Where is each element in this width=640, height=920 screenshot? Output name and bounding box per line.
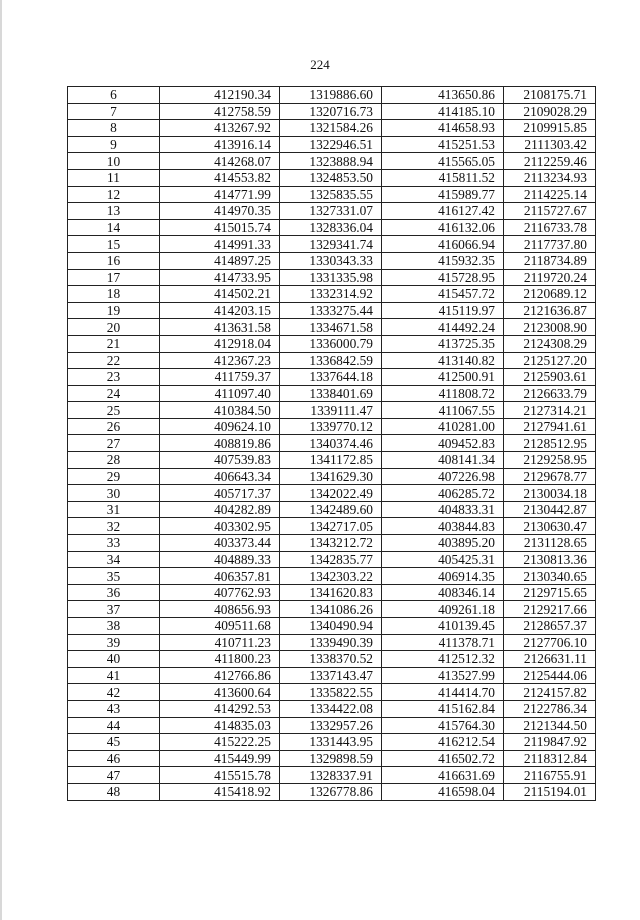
x-coordinate-cell: 413600.64: [160, 684, 280, 701]
point-number-cell: 36: [68, 584, 160, 601]
table-row: [68, 634, 596, 651]
point-number-cell: 19: [68, 302, 160, 319]
x2-coordinate-cell: 411378.71: [382, 634, 504, 651]
x-coordinate-cell: 413631.58: [160, 319, 280, 336]
table-row: [68, 667, 596, 684]
y-coordinate-cell: 1341172.85: [280, 452, 382, 469]
table-row: [68, 203, 596, 220]
y-coordinate-cell: 1339770.12: [280, 418, 382, 435]
y2-coordinate-cell: 2124308.29: [504, 335, 596, 352]
table-row: [68, 684, 596, 701]
y-coordinate-cell: 1338370.52: [280, 651, 382, 668]
x2-coordinate-cell: 412512.32: [382, 651, 504, 668]
x2-coordinate-cell: 415119.97: [382, 302, 504, 319]
y-coordinate-cell: 1342022.49: [280, 485, 382, 502]
y2-coordinate-cell: 2121636.87: [504, 302, 596, 319]
y2-coordinate-cell: 2127314.21: [504, 402, 596, 419]
y2-coordinate-cell: 2117737.80: [504, 236, 596, 253]
x-coordinate-cell: 414771.99: [160, 186, 280, 203]
point-number-cell: 6: [68, 87, 160, 104]
x2-coordinate-cell: 415989.77: [382, 186, 504, 203]
y-coordinate-cell: 1321584.26: [280, 120, 382, 137]
point-number-cell: 34: [68, 551, 160, 568]
x2-coordinate-cell: 416127.42: [382, 203, 504, 220]
point-number-cell: 27: [68, 435, 160, 452]
point-number-cell: 44: [68, 717, 160, 734]
x-coordinate-cell: 409511.68: [160, 618, 280, 635]
y-coordinate-cell: 1319886.60: [280, 87, 382, 104]
point-number-cell: 47: [68, 767, 160, 784]
y2-coordinate-cell: 2130034.18: [504, 485, 596, 502]
y2-coordinate-cell: 2127941.61: [504, 418, 596, 435]
x-coordinate-cell: 404889.33: [160, 551, 280, 568]
x2-coordinate-cell: 415251.53: [382, 136, 504, 153]
table-row: [68, 551, 596, 568]
table-row: [68, 501, 596, 518]
y2-coordinate-cell: 2108175.71: [504, 87, 596, 104]
x-coordinate-cell: 411097.40: [160, 385, 280, 402]
x2-coordinate-cell: 416132.06: [382, 219, 504, 236]
y-coordinate-cell: 1342303.22: [280, 568, 382, 585]
point-number-cell: 48: [68, 783, 160, 800]
x-coordinate-cell: 411759.37: [160, 369, 280, 386]
coordinates-table-body: [68, 87, 596, 801]
y2-coordinate-cell: 2116733.78: [504, 219, 596, 236]
table-row: [68, 485, 596, 502]
x2-coordinate-cell: 416502.72: [382, 750, 504, 767]
x-coordinate-cell: 413267.92: [160, 120, 280, 137]
x2-coordinate-cell: 410139.45: [382, 618, 504, 635]
page-number: 224: [310, 57, 330, 72]
x2-coordinate-cell: 415764.30: [382, 717, 504, 734]
x2-coordinate-cell: 412500.91: [382, 369, 504, 386]
point-number-cell: 22: [68, 352, 160, 369]
x-coordinate-cell: 406357.81: [160, 568, 280, 585]
table-row: [68, 700, 596, 717]
point-number-cell: 41: [68, 667, 160, 684]
x2-coordinate-cell: 415457.72: [382, 286, 504, 303]
x-coordinate-cell: 407539.83: [160, 452, 280, 469]
y2-coordinate-cell: 2122786.34: [504, 700, 596, 717]
table-row: [68, 385, 596, 402]
table-row: [68, 136, 596, 153]
y2-coordinate-cell: 2130340.65: [504, 568, 596, 585]
table-row: [68, 767, 596, 784]
y-coordinate-cell: 1341620.83: [280, 584, 382, 601]
page-left-edge: [0, 0, 2, 920]
x-coordinate-cell: 407762.93: [160, 584, 280, 601]
y2-coordinate-cell: 2112259.46: [504, 153, 596, 170]
point-number-cell: 13: [68, 203, 160, 220]
table-row: [68, 153, 596, 170]
table-row: [68, 120, 596, 137]
table-row: [68, 435, 596, 452]
x-coordinate-cell: 412766.86: [160, 667, 280, 684]
point-number-cell: 9: [68, 136, 160, 153]
y-coordinate-cell: 1328336.04: [280, 219, 382, 236]
y2-coordinate-cell: 2125127.20: [504, 352, 596, 369]
point-number-cell: 7: [68, 103, 160, 120]
x-coordinate-cell: 414502.21: [160, 286, 280, 303]
x2-coordinate-cell: 404833.31: [382, 501, 504, 518]
point-number-cell: 38: [68, 618, 160, 635]
y2-coordinate-cell: 2130813.36: [504, 551, 596, 568]
x2-coordinate-cell: 405425.31: [382, 551, 504, 568]
point-number-cell: 18: [68, 286, 160, 303]
y-coordinate-cell: 1326778.86: [280, 783, 382, 800]
point-number-cell: 33: [68, 535, 160, 552]
y2-coordinate-cell: 2126633.79: [504, 385, 596, 402]
point-number-cell: 42: [68, 684, 160, 701]
x2-coordinate-cell: 414414.70: [382, 684, 504, 701]
y2-coordinate-cell: 2129217.66: [504, 601, 596, 618]
table-row: [68, 286, 596, 303]
y2-coordinate-cell: 2116755.91: [504, 767, 596, 784]
y-coordinate-cell: 1334422.08: [280, 700, 382, 717]
y-coordinate-cell: 1337644.18: [280, 369, 382, 386]
point-number-cell: 20: [68, 319, 160, 336]
y-coordinate-cell: 1322946.51: [280, 136, 382, 153]
point-number-cell: 8: [68, 120, 160, 137]
y2-coordinate-cell: 2118734.89: [504, 252, 596, 269]
y2-coordinate-cell: 2127706.10: [504, 634, 596, 651]
x-coordinate-cell: 403302.95: [160, 518, 280, 535]
x-coordinate-cell: 408656.93: [160, 601, 280, 618]
point-number-cell: 46: [68, 750, 160, 767]
table-row: [68, 302, 596, 319]
x-coordinate-cell: 414897.25: [160, 252, 280, 269]
x-coordinate-cell: 413916.14: [160, 136, 280, 153]
y-coordinate-cell: 1341086.26: [280, 601, 382, 618]
x2-coordinate-cell: 403844.83: [382, 518, 504, 535]
y2-coordinate-cell: 2113234.93: [504, 169, 596, 186]
y-coordinate-cell: 1340490.94: [280, 618, 382, 635]
y-coordinate-cell: 1324853.50: [280, 169, 382, 186]
y-coordinate-cell: 1332957.26: [280, 717, 382, 734]
table-row: [68, 584, 596, 601]
table-row: [68, 252, 596, 269]
y-coordinate-cell: 1338401.69: [280, 385, 382, 402]
x2-coordinate-cell: 413725.35: [382, 335, 504, 352]
y2-coordinate-cell: 2111303.42: [504, 136, 596, 153]
x-coordinate-cell: 415449.99: [160, 750, 280, 767]
table-row: [68, 618, 596, 635]
y-coordinate-cell: 1323888.94: [280, 153, 382, 170]
y-coordinate-cell: 1335822.55: [280, 684, 382, 701]
y-coordinate-cell: 1336000.79: [280, 335, 382, 352]
table-row: [68, 369, 596, 386]
x2-coordinate-cell: 415728.95: [382, 269, 504, 286]
point-number-cell: 31: [68, 501, 160, 518]
y2-coordinate-cell: 2123008.90: [504, 319, 596, 336]
x-coordinate-cell: 412190.34: [160, 87, 280, 104]
x2-coordinate-cell: 416631.69: [382, 767, 504, 784]
point-number-cell: 37: [68, 601, 160, 618]
x2-coordinate-cell: 411808.72: [382, 385, 504, 402]
point-number-cell: 10: [68, 153, 160, 170]
x-coordinate-cell: 414835.03: [160, 717, 280, 734]
table-row: [68, 651, 596, 668]
table-row: [68, 601, 596, 618]
x-coordinate-cell: 412918.04: [160, 335, 280, 352]
point-number-cell: 23: [68, 369, 160, 386]
x2-coordinate-cell: 408346.14: [382, 584, 504, 601]
y2-coordinate-cell: 2130630.47: [504, 518, 596, 535]
point-number-cell: 14: [68, 219, 160, 236]
x2-coordinate-cell: 415811.52: [382, 169, 504, 186]
point-number-cell: 11: [68, 169, 160, 186]
table-row: [68, 568, 596, 585]
table-row: [68, 236, 596, 253]
table-row: [68, 535, 596, 552]
x-coordinate-cell: 415015.74: [160, 219, 280, 236]
y-coordinate-cell: 1339111.47: [280, 402, 382, 419]
point-number-cell: 35: [68, 568, 160, 585]
table-row: [68, 186, 596, 203]
y-coordinate-cell: 1331335.98: [280, 269, 382, 286]
table-row: [68, 352, 596, 369]
x-coordinate-cell: 410711.23: [160, 634, 280, 651]
y2-coordinate-cell: 2120689.12: [504, 286, 596, 303]
point-number-cell: 12: [68, 186, 160, 203]
x-coordinate-cell: 412367.23: [160, 352, 280, 369]
table-row: [68, 468, 596, 485]
y2-coordinate-cell: 2128512.95: [504, 435, 596, 452]
x2-coordinate-cell: 416598.04: [382, 783, 504, 800]
coordinates-table: [67, 86, 596, 801]
y-coordinate-cell: 1329898.59: [280, 750, 382, 767]
y2-coordinate-cell: 2119847.92: [504, 734, 596, 751]
y-coordinate-cell: 1342489.60: [280, 501, 382, 518]
x-coordinate-cell: 403373.44: [160, 535, 280, 552]
y-coordinate-cell: 1327331.07: [280, 203, 382, 220]
point-number-cell: 45: [68, 734, 160, 751]
table-row: [68, 219, 596, 236]
y2-coordinate-cell: 2124157.82: [504, 684, 596, 701]
table-row: [68, 402, 596, 419]
x2-coordinate-cell: 415932.35: [382, 252, 504, 269]
y-coordinate-cell: 1320716.73: [280, 103, 382, 120]
y2-coordinate-cell: 2129678.77: [504, 468, 596, 485]
table-row: [68, 335, 596, 352]
y-coordinate-cell: 1340374.46: [280, 435, 382, 452]
point-number-cell: 40: [68, 651, 160, 668]
y-coordinate-cell: 1331443.95: [280, 734, 382, 751]
table-row: [68, 269, 596, 286]
y-coordinate-cell: 1343212.72: [280, 535, 382, 552]
table-row: [68, 452, 596, 469]
y2-coordinate-cell: 2125903.61: [504, 369, 596, 386]
x2-coordinate-cell: 414658.93: [382, 120, 504, 137]
y-coordinate-cell: 1339490.39: [280, 634, 382, 651]
y-coordinate-cell: 1328337.91: [280, 767, 382, 784]
x-coordinate-cell: 410384.50: [160, 402, 280, 419]
point-number-cell: 30: [68, 485, 160, 502]
table-row: [68, 734, 596, 751]
y-coordinate-cell: 1334671.58: [280, 319, 382, 336]
table-row: [68, 319, 596, 336]
y-coordinate-cell: 1332314.92: [280, 286, 382, 303]
x-coordinate-cell: 412758.59: [160, 103, 280, 120]
point-number-cell: 25: [68, 402, 160, 419]
y-coordinate-cell: 1342835.77: [280, 551, 382, 568]
y2-coordinate-cell: 2129715.65: [504, 584, 596, 601]
table-row: [68, 750, 596, 767]
table-row: [68, 418, 596, 435]
y-coordinate-cell: 1333275.44: [280, 302, 382, 319]
x2-coordinate-cell: 409261.18: [382, 601, 504, 618]
x2-coordinate-cell: 408141.34: [382, 452, 504, 469]
x-coordinate-cell: 414203.15: [160, 302, 280, 319]
x2-coordinate-cell: 414185.10: [382, 103, 504, 120]
y2-coordinate-cell: 2126631.11: [504, 651, 596, 668]
y2-coordinate-cell: 2109028.29: [504, 103, 596, 120]
x-coordinate-cell: 414733.95: [160, 269, 280, 286]
x2-coordinate-cell: 407226.98: [382, 468, 504, 485]
x2-coordinate-cell: 411067.55: [382, 402, 504, 419]
y2-coordinate-cell: 2131128.65: [504, 535, 596, 552]
y-coordinate-cell: 1342717.05: [280, 518, 382, 535]
y-coordinate-cell: 1325835.55: [280, 186, 382, 203]
y2-coordinate-cell: 2115194.01: [504, 783, 596, 800]
x-coordinate-cell: 415515.78: [160, 767, 280, 784]
x-coordinate-cell: 406643.34: [160, 468, 280, 485]
point-number-cell: 26: [68, 418, 160, 435]
y2-coordinate-cell: 2119720.24: [504, 269, 596, 286]
y-coordinate-cell: 1341629.30: [280, 468, 382, 485]
x-coordinate-cell: 414991.33: [160, 236, 280, 253]
x2-coordinate-cell: 409452.83: [382, 435, 504, 452]
x2-coordinate-cell: 416066.94: [382, 236, 504, 253]
x-coordinate-cell: 414292.53: [160, 700, 280, 717]
y2-coordinate-cell: 2114225.14: [504, 186, 596, 203]
y2-coordinate-cell: 2115727.67: [504, 203, 596, 220]
y-coordinate-cell: 1336842.59: [280, 352, 382, 369]
table-row: [68, 87, 596, 104]
point-number-cell: 29: [68, 468, 160, 485]
x-coordinate-cell: 414553.82: [160, 169, 280, 186]
y2-coordinate-cell: 2121344.50: [504, 717, 596, 734]
x2-coordinate-cell: 406285.72: [382, 485, 504, 502]
point-number-cell: 28: [68, 452, 160, 469]
y2-coordinate-cell: 2118312.84: [504, 750, 596, 767]
table-row: [68, 717, 596, 734]
y2-coordinate-cell: 2125444.06: [504, 667, 596, 684]
x2-coordinate-cell: 413650.86: [382, 87, 504, 104]
point-number-cell: 32: [68, 518, 160, 535]
x2-coordinate-cell: 414492.24: [382, 319, 504, 336]
point-number-cell: 21: [68, 335, 160, 352]
x-coordinate-cell: 414268.07: [160, 153, 280, 170]
y2-coordinate-cell: 2109915.85: [504, 120, 596, 137]
y2-coordinate-cell: 2128657.37: [504, 618, 596, 635]
x2-coordinate-cell: 416212.54: [382, 734, 504, 751]
y-coordinate-cell: 1337143.47: [280, 667, 382, 684]
y2-coordinate-cell: 2130442.87: [504, 501, 596, 518]
table-row: [68, 518, 596, 535]
x-coordinate-cell: 405717.37: [160, 485, 280, 502]
table-row: [68, 103, 596, 120]
x2-coordinate-cell: 403895.20: [382, 535, 504, 552]
x-coordinate-cell: 415418.92: [160, 783, 280, 800]
x-coordinate-cell: 415222.25: [160, 734, 280, 751]
y-coordinate-cell: 1330343.33: [280, 252, 382, 269]
x2-coordinate-cell: 415565.05: [382, 153, 504, 170]
x-coordinate-cell: 409624.10: [160, 418, 280, 435]
table-row: [68, 783, 596, 800]
x2-coordinate-cell: 410281.00: [382, 418, 504, 435]
y2-coordinate-cell: 2129258.95: [504, 452, 596, 469]
table-row: [68, 169, 596, 186]
x2-coordinate-cell: 406914.35: [382, 568, 504, 585]
point-number-cell: 15: [68, 236, 160, 253]
x-coordinate-cell: 411800.23: [160, 651, 280, 668]
y-coordinate-cell: 1329341.74: [280, 236, 382, 253]
point-number-cell: 24: [68, 385, 160, 402]
point-number-cell: 16: [68, 252, 160, 269]
x2-coordinate-cell: 415162.84: [382, 700, 504, 717]
x-coordinate-cell: 404282.89: [160, 501, 280, 518]
x2-coordinate-cell: 413527.99: [382, 667, 504, 684]
x-coordinate-cell: 408819.86: [160, 435, 280, 452]
x2-coordinate-cell: 413140.82: [382, 352, 504, 369]
point-number-cell: 43: [68, 700, 160, 717]
point-number-cell: 39: [68, 634, 160, 651]
point-number-cell: 17: [68, 269, 160, 286]
x-coordinate-cell: 414970.35: [160, 203, 280, 220]
